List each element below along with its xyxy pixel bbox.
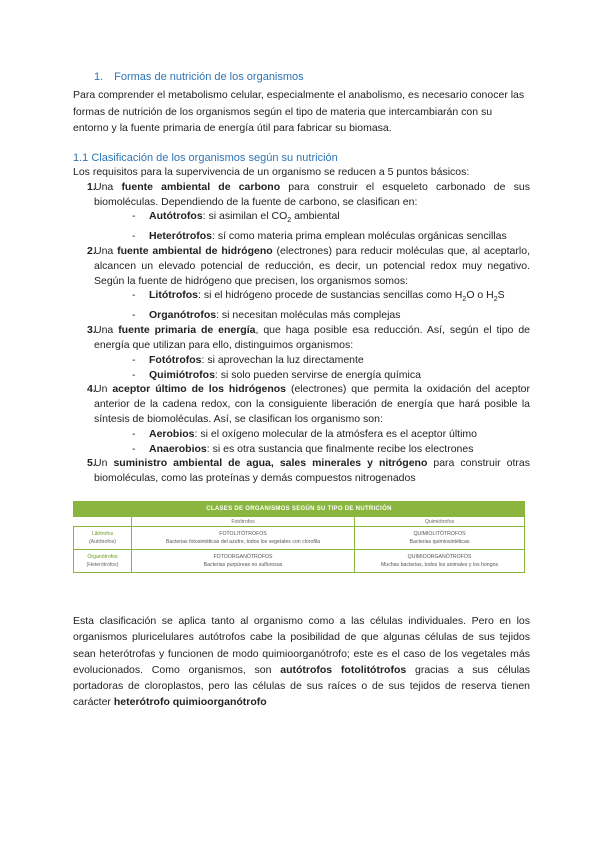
requisites-list (73, 165, 530, 486)
requisites-intro: Los requisitos para la supervivencia de un organismo se reducen a 5 puntos básicos: (73, 166, 470, 178)
section-heading-2: 1.1 Clasificación de los organismos según su nutrición (73, 152, 338, 164)
sub-item: - Aerobios: si el oxígeno molecular de la atmósfera es el aceptor último (149, 427, 530, 442)
intro-paragraph: Para comprender el metabolismo celular, especialmente el anabolismo, es necesario conocer las formas de nutrición de los organismos según el tipo de materia que intercambiarán con su entorno y la fuente primaria de energía útil para fabricar su biomasa. (73, 89, 525, 134)
list-item: 4. Un aceptor último de los hidrógenos (electrones) que permita la oxidación del aceptor anterior de la cadena redox, con la consiguiente liberación de energía que hará posible la síntesis de biomoléculas. Así, se clasifican los organismo son: - Aerobios: si el oxígeno molecular de la atmósfera es el aceptor último - Anaerobios: si es otra sustancia que finalmente recibe los electrones (73, 382, 530, 456)
sub-item: - Heterótrofos: sí como materia prima emplean moléculas orgánicas sencillas (149, 229, 530, 244)
sub-item: - Organótrofos: si necesitan moléculas más complejas (149, 308, 530, 323)
table-cell: QUIMIOORGANÓTROFOS Muchas bacterias, todos los animales y los hongos (355, 550, 525, 573)
table-row (74, 550, 525, 573)
row-label-lithotrophs: Litótrofos (Autótrofos) (74, 527, 132, 550)
table-row (74, 527, 525, 550)
closing-paragraph: Esta clasificación se aplica tanto al organismo como a las células individuales. Pero en los organismos pluricelulares autótrofos cabe la posibilidad de que algunas células de sus tejidos sean heterótrofas y funcionen de modo quimioorganótrofo; este es el caso de los vegetales más evolucionados. Como organismos, son autótrofos fotolitótrofos gracias a sus células portadoras de cloroplastos, pero las células de sus raíces o de sus tejidos de reserva tienen carácter heterótrofo quimioorganótrofo (73, 615, 530, 709)
list-item: 2. Una fuente ambiental de hidrógeno (electrones) para reducir moléculas que, al aceptarlo, alcancen un elevado potencial de reducción, es decir, un potencial redox muy negativo. Según la fuente de hidrógeno que precisen, los organismos somos: - Litótrofos: si el hidrógeno procede de sustancias sencillas como $H_2O$ o $H_2S$ - Organótrofos: si necesitan moléculas más complejas (73, 244, 530, 323)
sub-item: - Litótrofos: si el hidrógeno procede de sustancias sencillas como $H_2O$ o $H_2S$ (149, 288, 530, 308)
col-header-chemotrophs: Quimiótrofos (355, 517, 525, 527)
section-number: 1. (94, 71, 104, 83)
sub-item: - Anaerobios: si es otra sustancia que finalmente recibe los electrones (149, 442, 530, 457)
table-corner (74, 517, 132, 527)
list-item: 5. Un suministro ambiental de agua, sales minerales y nitrógeno para construir otras biomoléculas, como las proteínas y demás compuestos nitrogenados (87, 457, 531, 485)
col-header-phototrophs: Fotótrofos (132, 517, 355, 527)
sub-item: - Quimiótrofos: si solo pueden servirse de energía química (149, 368, 530, 383)
table-cell: FOTOORGANÓTROFOS Bacterias purpúreas no sulfurosas (132, 550, 355, 573)
table-title: CLASES DE ORGANISMOS SEGÚN SU TIPO DE NUTRICIÓN (74, 502, 525, 517)
sub-item: - Autótrofos: si asimilan el $CO_2$ ambiental (149, 209, 530, 229)
table-cell: FOTOLITÓTROFOS Bacterias fotosintéticas del azufre, todos los vegetales con clorofila (132, 527, 355, 550)
section-title: Formas de nutrición de los organismos (114, 71, 304, 83)
sub-item: - Fotótrofos: si aprovechan la luz directamente (149, 353, 530, 368)
table-cell: QUIMIOLITÓTROFOS Bacterias quimiosintéticas (355, 527, 525, 550)
list-item: 1. Una fuente ambiental de carbono para construir el esqueleto carbonado de sus biomoléculas. Dependiendo de la fuente de carbono, se clasifican en: - Autótrofos: si asimilan el $CO_2$ ambiental - Heterótrofos: sí como materia prima emplean moléculas orgánicas sencillas (73, 180, 530, 244)
list-item: 3. Una fuente primaria de energía, que haga posible esa reducción. Así, según el tipo de energía que utilizan para ello, distinguimos organismos: - Fotótrofos: si aprovechan la luz directamente - Quimiótrofos: si solo pueden servirse de energía química (73, 323, 530, 382)
row-label-organotrophs: Organótrofos (Heterótrofos) (74, 550, 132, 573)
section-heading-1 (94, 71, 304, 83)
nutrition-table (73, 501, 525, 573)
